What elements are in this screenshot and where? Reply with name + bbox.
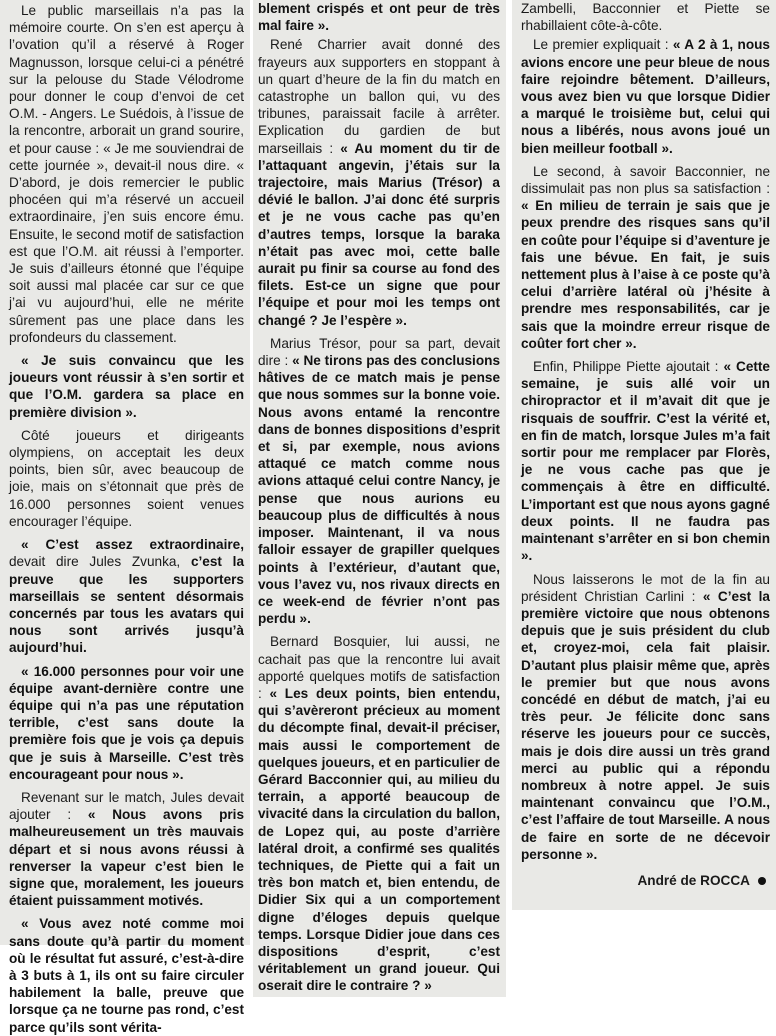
paragraph-text: Marius Trésor, pour sa part, devait dire : [258,335,500,369]
paragraph-text: Zambelli, Bacconnier et Piette se rhabillaient côte-à-côte. [521,1,770,34]
author-name: André de ROCCA [637,872,750,888]
paragraph-quote: « Ne tirons pas des conclusions hâtives de ce match mais je pense que nous sommes sur la bonne voie. Nous avons entamé la rencontre dans de bonnes dispositions d’esprit et si, par exemple, nous avions attaqué ce match comme nous avions attaqué celui contre Nancy, je pense que nous aurions eu beaucoup plus de difficultés à nous imposer. Maintenant, il va nous falloir essayer de grapiller quelques points à l’extérieur, d’autant que, vous l’avez vu, nos rivaux directs en ce week-end de février n’ont pas perdu ». [258,353,500,627]
paragraph-quote: « Cette semaine, je suis allé voir un chiropractor et il m’avait dit que je risquais de souffrir. C’est la vérité et, en fin de match, lorsque Jules m’a fait sortir pour me remplacer par Florès, je ne vous cache pas que je commençais à être en difficulté. L’important est que nous ayons gagné deux points. Il ne faudra pas maintenant s’arrêter en si bon chemin ». [521,359,770,564]
paragraph-text: Bernard Bosquier, lui aussi, ne cachait pas que la rencontre lui avait apporté quelques motifs de satisfaction : [258,634,500,701]
paragraph-text: « 16.000 personnes pour voir une équipe avant-dernière contre une équipe qui n’a pas une réputation terrible, c’est sans doute la première fois que je vois ça depuis que je suis à Marseille. C’est très encourageant pour nous ». [9,663,244,782]
paragraph-text: « Vous avez noté comme moi sans doute qu’à partir du moment où le résultat fut assuré, c’est-à-dire à 3 buts à 1, ils ont su faire circuler habilement la balle, preuve que lorsque ça ne tourne pas rond, c’est parce qu’ils sont vérita- [9,916,244,1035]
article-paragraph [258,335,500,627]
article-column-3 [512,0,776,910]
author-signature [521,873,770,888]
article-paragraph [9,352,244,421]
article-paragraph [258,633,500,994]
paragraph-quote: « Les deux points, bien entendu, qui s’avèreront précieux au moment du décompte final, devait-il préciser, mais aussi le comportement de quelques joueurs, et en particulier de Gérard Bacconnier qui, au milieu du terrain, a apporté beaucoup de vivacité dans la circulation du ballon, de Lopez qui, au poste d’arrière latéral droit, a confirmé ses qualités techniques, de Piette qui a fait un très bon match et, bien entendu, de Didier Six qui a un comportement digne d’éloges depuis quelque temps. Lorsque Didier joue dans ces dispositions d’esprit, c’est véritablement un grand joueur. Qui oserait dire le contraire ? » [258,685,500,994]
paragraph-text: Le premier expliquait : [533,37,673,53]
article-paragraph [9,915,244,1035]
paragraph-text: Enfin, Philippe Piette ajoutait : [533,359,724,375]
paragraph-quote: c’est la preuve que les supporters marseillais se sentent désormais concernés par tous les avatars qui nous sont arrivés jusqu’à aujourd’hui. [9,554,245,656]
article-paragraph [521,36,770,156]
article-paragraph [9,2,244,346]
article-paragraph [258,0,500,34]
paragraph-text: « Je suis convaincu que les joueurs vont réussir à s’en sortir et que l’O.M. gardera sa place en première division ». [9,353,244,420]
article-paragraph [521,163,770,352]
paragraph-quote: « En milieu de terrain je sais que je peux prendre des risques sans qu’il en coûte pour l’équipe si d’aventure je fais une bévue. En fait, je suis nettement plus à l’aise à ce poste qu’à celui d’arrière latéral où j’hésite à prendre mes responsabilités, car je sais que la moindre erreur risque de coûter fort cher ». [521,198,770,351]
paragraph-text: Côté joueurs et dirigeants olympiens, on acceptait les deux points, bien sûr, avec beaucoup de joie, mais on s’étonnait que près de 16.000 personnes soient venues encourager l’équipe. [9,427,244,529]
paragraph-quote: « Nous avons pris malheureusement un très mauvais départ et si nous avons réussi à renverser la vapeur c’est bien le signe que, moralement, les joueurs étaient puissamment motivés. [9,807,244,909]
article-paragraph [258,36,500,328]
article-column-1 [0,0,250,1035]
paragraph-quote: « C’est la première victoire que nous obtenons depuis que je suis président du club et, croyez-moi, cela fait plaisir. D’autant plus plaisir même que, après le premier but que nous avons concédé en début de match, j’ai eu très peur. Je félicite donc sans réserve les joueurs pour ce succès, mais je dois dire aussi un très grand merci au public qui a répondu nombreux à notre appel. Je suis maintenant convaincu que l’O.M., c’est l’affaire de tout Marseille. A nous de faire en sorte de ne décevoir personne ». [521,588,770,862]
article-paragraph [9,427,244,530]
end-mark-icon [758,877,766,885]
paragraph-quote: « A 2 à 1, nous avions encore une peur bleue de nous faire rejoindre bêtement. D’ailleurs, vous avez bien vu que lorsque Didier a marqué le troisième but, celui qui nous a libérés, nous avons joué un bien meilleur football ». [521,37,770,156]
paragraph-text: « C’est assez extraordinaire, [21,537,244,553]
article-paragraph [521,358,770,564]
article-paragraph [521,571,770,863]
paragraph-text: Le second, à savoir Bacconnier, ne dissimulait pas non plus sa satisfaction : [521,163,770,197]
paragraph-text: Le public marseillais n’a pas la mémoire courte. On s’en est aperçu à l’ovation qu’il a réservé à Roger Magnusson, lorsque celui-ci a pénétré sur la pelouse du Stade Vélodrome pour donner le coup d’envoi de cet O.M. - Angers. Le Suédois, à l’issue de la rencontre, arborait un grand sourire, et pour cause : « Je me souviendrai de cette journée », devait-il nous dire. « D’abord, je dois remercier le public phocéen qui m’a réservé un accueil extraordinaire, j’en suis encore ému. Ensuite, le second motif de satisfaction est que l’O.M. ait réussi à l’emporter. Je suis d’ailleurs étonné que l’équipe soit aussi mal placée car sur ce que j’ai vu aujourd’hui, elle ne mérite sûrement pas une place dans les profondeurs du classement. [9,3,244,345]
article-paragraph [9,789,244,909]
article-column-2 [253,0,506,997]
paragraph-text: Nous laisserons le mot de la fin au président Christian Carlini : [521,571,770,604]
article-paragraph [9,663,244,783]
paragraph-text: René Charrier avait donné des frayeurs aux supporters en stoppant à un quart d’heure de la fin du match en catastrophe un ballon qui, vu des tribunes, paraissait facile à arrêter. Explication du gardien de but marseillais : [258,37,500,156]
paragraph-text: Revenant sur le match, Jules devait ajouter : [9,789,244,823]
paragraph-quote: « Au moment du tir de l’attaquant angevin, j’étais sur la trajectoire, mais Marius (Trésor) a dévié le ballon. J’ai donc été surpris et je ne vous cache pas qu’en d’autres temps, lorsque la baraka n’était pas avec moi, cette balle aurait pu finir sa course au fond des filets. Est-ce un signe que pour l’équipe et pour moi les temps ont changé ? Je l’espère ». [258,140,500,328]
article-paragraph [9,536,244,656]
paragraph-text: blement crispés et ont peur de très mal faire ». [258,1,500,34]
article-paragraph [521,0,770,34]
paragraph-tail: devait dire Jules Zvunka, [9,554,191,570]
